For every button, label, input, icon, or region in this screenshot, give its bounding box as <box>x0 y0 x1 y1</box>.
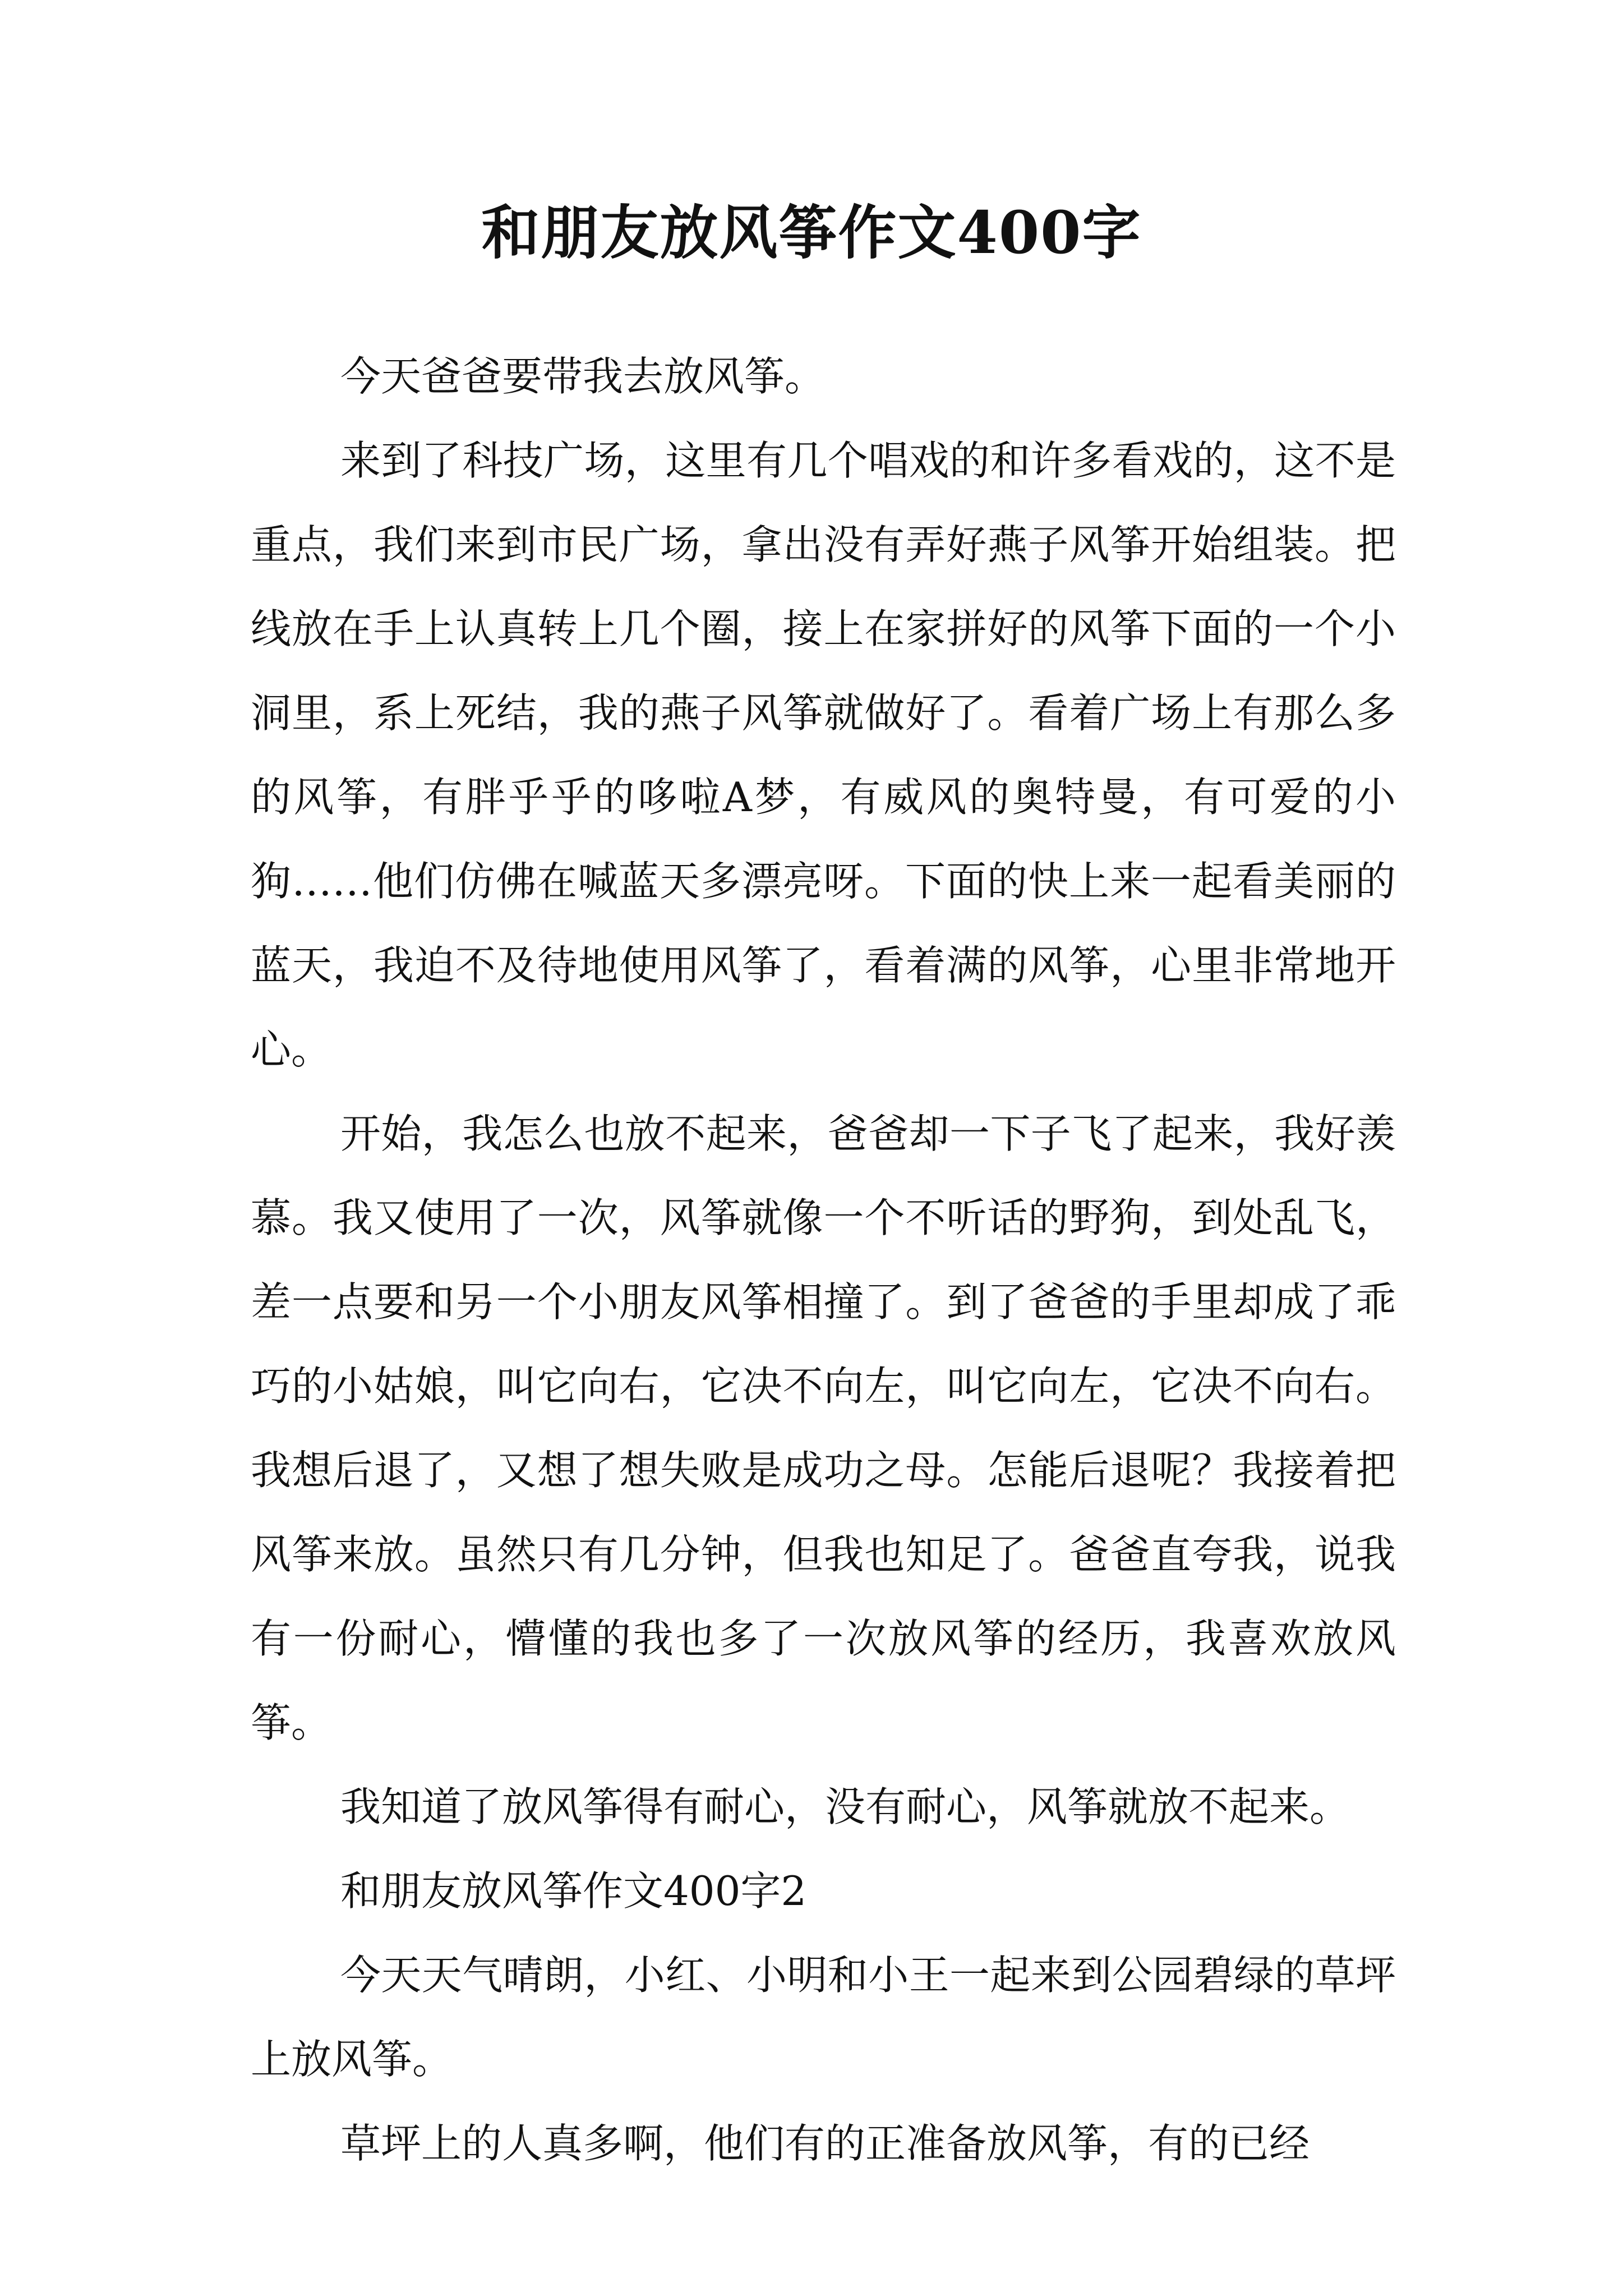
document-body <box>251 334 1396 2185</box>
paragraph-2: 来到了科技广场，这里有几个唱戏的和许多看戏的，这不是重点，我们来到市民广场，拿出没有弄好燕子风筝开始组装。把线放在手上认真转上几个圈，接上在家拼好的风筝下面的一个小洞里，系上死结，我的燕子风筝就做好了。看着广场上有那么多的风筝，有胖乎乎的哆啦A梦，有威风的奥特曼，有可爱的小狗……他们仿佛在喊蓝天多漂亮呀。下面的快上来一起看美丽的蓝天，我迫不及待地使用风筝了，看着满的风筝，心里非常地开心。 <box>251 437 1396 1073</box>
document-title: 和朋友放风筝作文400字 <box>481 198 1142 267</box>
paragraph-6: 今天天气晴朗，小红、小明和小王一起来到公园碧绿的草坪上放风筝。 <box>251 1952 1396 2083</box>
paragraph-5-subtitle: 和朋友放风筝作文400字2 <box>340 1867 807 1915</box>
paragraph-4: 我知道了放风筝得有耐心，没有耐心，风筝就放不起来。 <box>340 1783 1350 1830</box>
paragraph-1: 今天爸爸要带我去放风筝。 <box>340 353 826 400</box>
paragraph-3: 开始，我怎么也放不起来，爸爸却一下子飞了起来，我好羡慕。我又使用了一次，风筝就像一个不听话的野狗，到处乱飞，差一点要和另一个小朋友风筝相撞了。到了爸爸的手里却成了乖巧的小姑娘，叫它向右，它决不向左，叫它向左，它决不向右。我想后退了，又想了想失败是成功之母。怎能后退呢？我接着把风筝来放。虽然只有几分钟，但我也知足了。爸爸直夸我，说我有一份耐心，懵懂的我也多了一次放风筝的经历，我喜欢放风筝。 <box>251 1110 1396 1746</box>
paragraph-7: 草坪上的人真多啊，他们有的正准备放风筝，有的已经 <box>340 2120 1310 2167</box>
